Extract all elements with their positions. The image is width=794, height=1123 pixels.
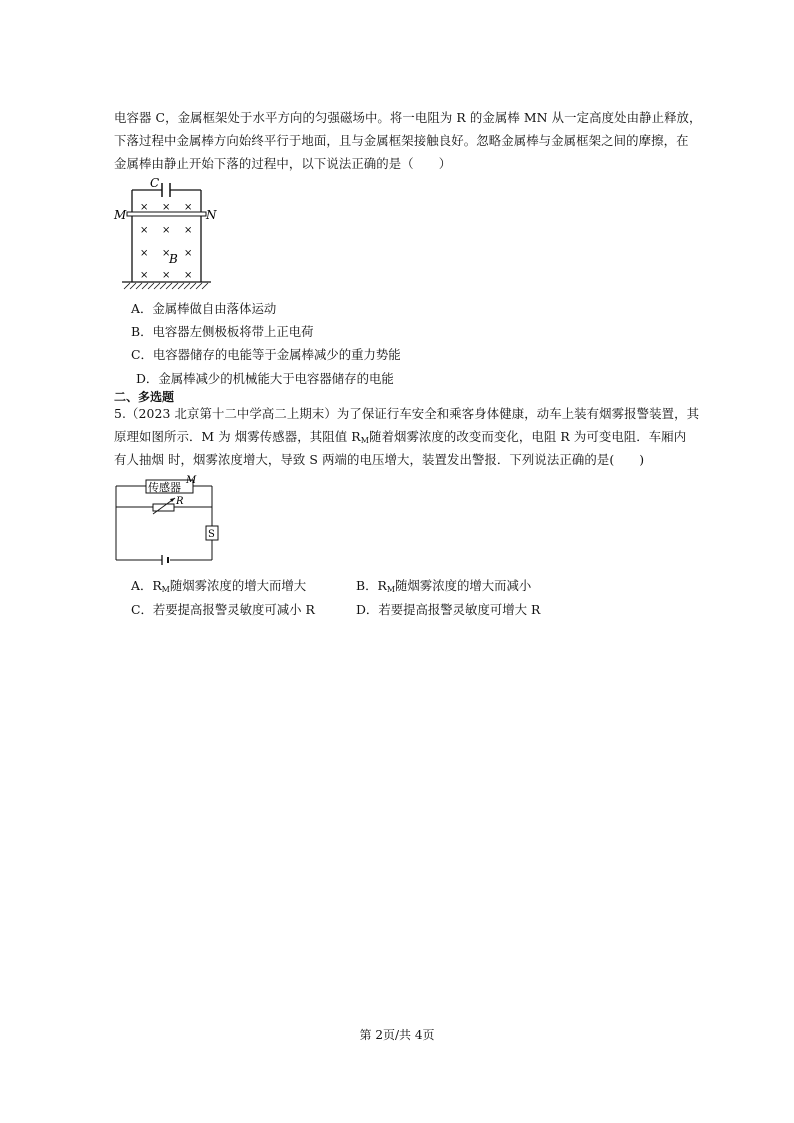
section-title: 二、多选题 — [114, 390, 175, 404]
svg-text:×: × — [184, 248, 193, 259]
q4-text-line-3: 金属棒由静止开始下落的过程中，以下说法正确的是（ ） — [114, 156, 452, 171]
svg-text:×: × — [162, 248, 171, 259]
svg-text:×: × — [184, 202, 193, 213]
ground-hatch — [124, 283, 208, 289]
q5-option-a: A．$R_M$随烟雾浓度的增大而增大 — [131, 578, 307, 594]
label-m: M — [114, 208, 127, 222]
sensor-label: 传感器 — [148, 481, 181, 494]
label-s: S — [208, 529, 215, 540]
q5-text-line-3: 有人抽烟 时，烟雾浓度增大，导致 S 两端的电压增大，装置发出警报．下列说法正确的是( ) — [114, 452, 645, 467]
q4-text-line-1: 电容器 C，金属框架处于水平方向的匀强磁场中。将一电阻为 R 的金属棒 MN 从一定高度处由静止释放， — [114, 110, 702, 125]
label-b: B — [169, 252, 178, 266]
q4-text-line-2: 下落过程中金属棒方向始终平行于地面，且与金属框架接触良好。忽略金属棒与金属框架之间的摩擦，在 — [114, 133, 689, 148]
label-r: R — [176, 496, 184, 507]
svg-text:×: × — [162, 202, 171, 213]
svg-text:×: × — [184, 225, 193, 236]
q5-circuit-figure — [110, 474, 230, 566]
label-m: M — [186, 475, 197, 486]
q5-option-b: B．$R_M$随烟雾浓度的增大而减小 — [356, 578, 532, 594]
q4-option-a: A．金属棒做自由落体运动 — [131, 301, 277, 316]
q5-text-line-1: 5.（2023 北京第十二中学高二上期末）为了保证行车安全和乘客身体健康，动车上装有烟雾报警装置，其 — [114, 406, 700, 421]
q4-option-c: C．电容器储存的电能等于金属棒减少的重力势能 — [131, 347, 401, 362]
variable-resistor — [153, 504, 174, 511]
svg-text:×: × — [140, 270, 149, 281]
q4-figure — [108, 176, 218, 296]
svg-text:×: × — [184, 270, 193, 281]
page-number: 第 2页/共 4页 — [359, 1028, 435, 1042]
svg-text:×: × — [162, 225, 171, 236]
svg-text:×: × — [140, 202, 149, 213]
q5-option-c: C．若要提高报警灵敏度可减小 R — [131, 602, 315, 617]
svg-text:×: × — [140, 225, 149, 236]
label-c: C — [150, 176, 160, 190]
q4-option-b: B．电容器左侧极板将带上正电荷 — [131, 324, 314, 339]
q5-text-line-2: 原理如图所示．M 为 烟雾传感器，其阻值 $R_M$随着烟雾浓度的改变而变化，电阻 R 为可变电阻．车厢内 — [114, 429, 687, 445]
svg-text:×: × — [162, 270, 171, 281]
q5-option-d: D．若要提高报警灵敏度可增大 R — [356, 602, 541, 617]
svg-text:×: × — [140, 248, 149, 259]
q4-option-d: D．金属棒减少的机械能大于电容器储存的电能 — [136, 371, 394, 386]
label-n: N — [206, 208, 217, 222]
